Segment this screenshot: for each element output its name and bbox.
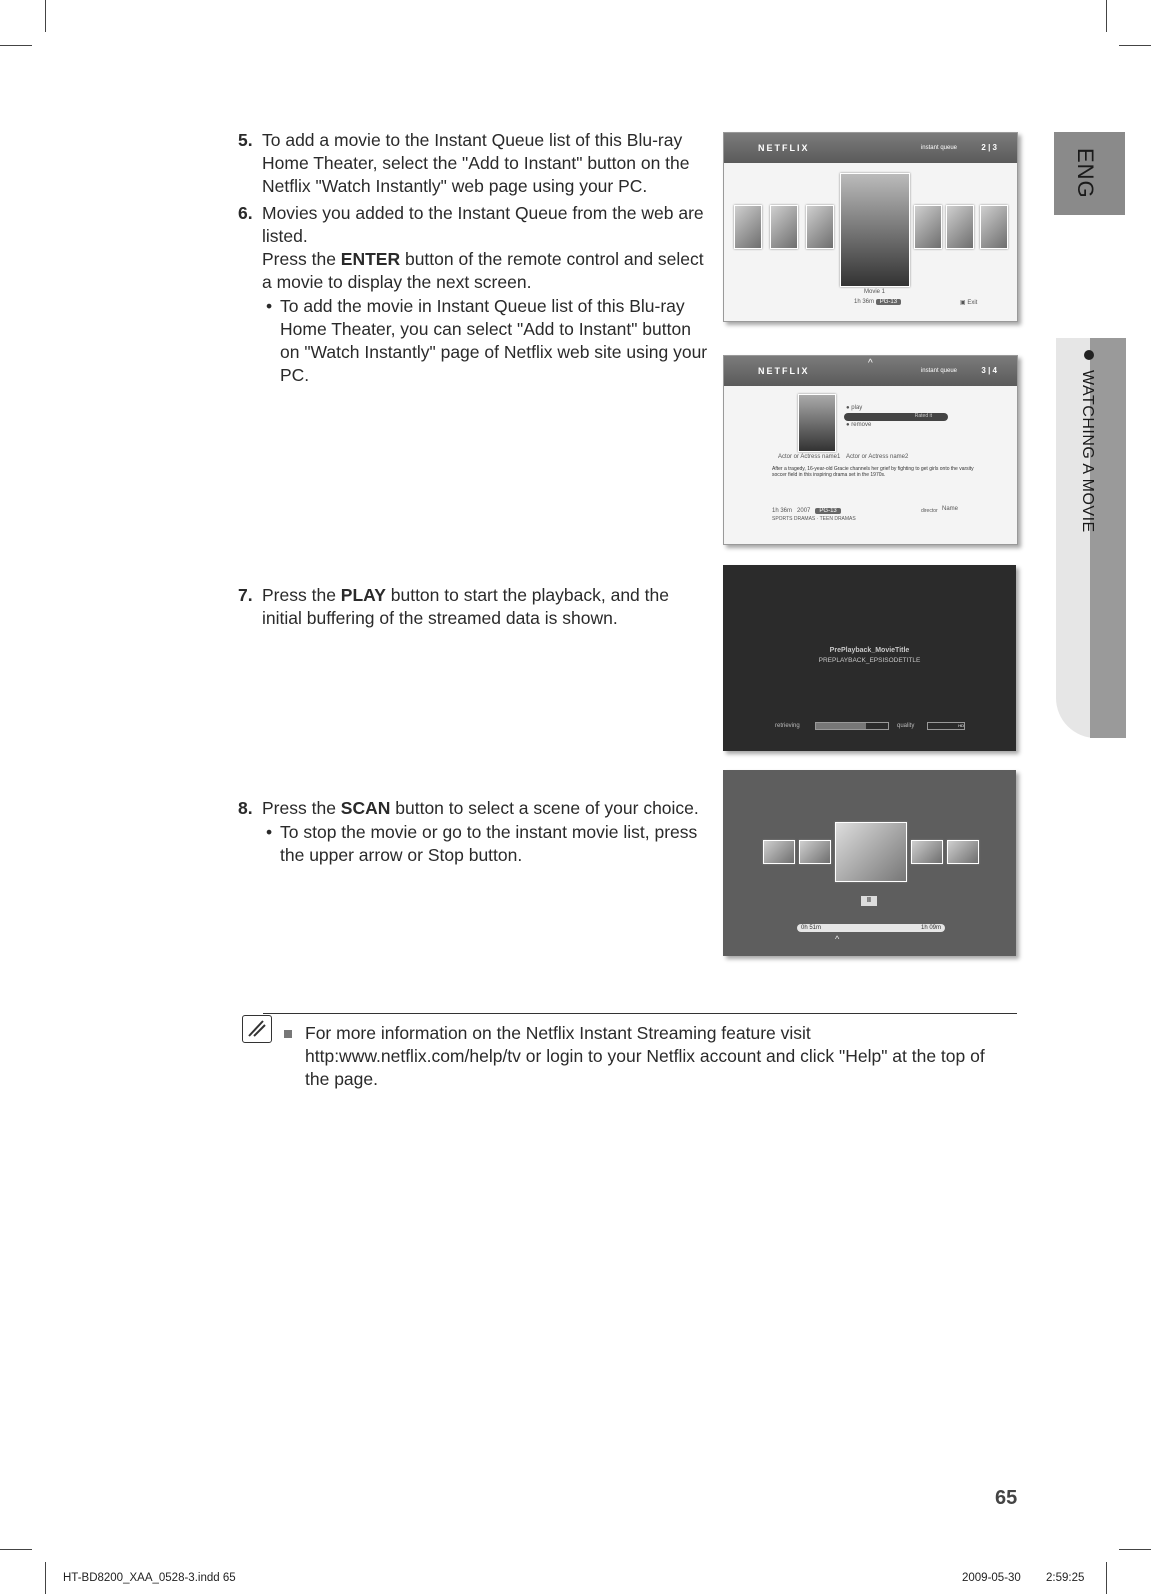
step-bullet: • To stop the movie or go to the instant movie list, press the upper arrow or Stop button.	[266, 822, 698, 865]
queue-count: 2 | 3	[981, 143, 997, 152]
queue-count: 3 | 4	[981, 366, 997, 375]
language-label: ENG	[1073, 148, 1098, 199]
key-name: PLAY	[340, 585, 386, 605]
rating-badge: PG-13	[815, 508, 840, 514]
quality-indicator	[927, 722, 965, 730]
screenshot-instant-queue	[723, 132, 1018, 322]
step-number: 7.	[238, 585, 253, 605]
key-name: ENTER	[340, 249, 401, 269]
step-number: 5.	[238, 130, 253, 150]
crop-mark	[45, 1562, 46, 1594]
movie-thumbnail	[946, 205, 974, 249]
pause-icon[interactable]: II	[861, 896, 877, 906]
section-label	[1078, 350, 1096, 533]
movie-thumbnail	[914, 205, 942, 249]
step-instruction: Press the ENTER button of the remote control and select a movie to display the next screen.	[262, 249, 704, 292]
queue-label: instant queue	[920, 368, 957, 374]
scene-thumbnail	[947, 840, 979, 864]
page-number: 65	[995, 1487, 1018, 1509]
movie-thumbnail	[806, 205, 834, 249]
footer-file: HT-BD8200_XAA_0528-3.indd 65	[63, 1572, 236, 1584]
movie-title: Movie 1	[864, 289, 886, 295]
crop-mark	[45, 0, 46, 32]
scan-progress-bar[interactable]	[797, 924, 945, 932]
note-bullet-icon	[284, 1030, 292, 1038]
section-tab	[1056, 338, 1126, 738]
hd-badge: HD	[958, 723, 964, 728]
crop-mark	[0, 45, 32, 46]
director-label: director	[921, 508, 938, 514]
screenshot-scan	[723, 770, 1016, 956]
movie-poster	[798, 394, 836, 452]
step-5	[240, 129, 710, 198]
crop-mark	[1106, 1562, 1107, 1594]
section-title: WATCHING A MOVIE	[1079, 370, 1096, 533]
netflix-logo: NETFLIX	[758, 143, 810, 153]
step-7	[240, 584, 710, 630]
note-divider	[263, 1013, 1017, 1014]
step-instruction: Press the PLAY button to start the playback, and the initial buffering of the streamed data is shown.	[262, 585, 669, 628]
step-text: To add a movie to the Instant Queue list of this Blu-ray Home Theater, select the "Add to Instant" button on the Netflix "Watch Instantly" web page using your PC.	[262, 130, 690, 196]
actor-name: Actor or Actress name2	[846, 454, 909, 460]
scene-thumbnail	[911, 840, 943, 864]
movie-synopsis: After a tragedy, 16-year-old Gracie channels her grief by fighting to get girls onto the varsity soccer field in this inspiring drama set in the 1970s.	[772, 466, 974, 478]
crop-mark	[1106, 0, 1107, 32]
crop-mark	[0, 1549, 32, 1550]
language-tab	[1054, 132, 1125, 215]
movie-thumbnail	[734, 205, 762, 249]
key-name: SCAN	[340, 798, 391, 818]
queue-label: instant queue	[920, 145, 957, 151]
movie-thumbnail	[980, 205, 1008, 249]
elapsed-time: 0h 51m	[801, 925, 822, 931]
step-8	[240, 797, 710, 867]
total-time: 1h 09m	[920, 925, 941, 931]
step-6	[240, 202, 710, 387]
note-icon	[242, 1015, 272, 1043]
retrieving-label: retrieving	[775, 723, 800, 729]
bullet-circle-icon	[1084, 350, 1094, 360]
scene-thumbnail	[763, 840, 795, 864]
movie-meta: 1h 36m PG-13	[854, 299, 901, 305]
rated-label: Rated it	[914, 413, 932, 419]
screenshot-movie-detail	[723, 355, 1018, 545]
netflix-logo: NETFLIX	[758, 366, 810, 376]
scene-thumbnail	[799, 840, 831, 864]
step-bullet: • To add the movie in Instant Queue list of this Blu-ray Home Theater, you can select "Add to Instant" button on "Watch Instantly" page of Netflix web site using your PC.	[266, 296, 708, 385]
footer-time: 2:59:25	[1046, 1572, 1085, 1584]
playback-episode-title: PREPLAYBACK_EPSISODETITLE	[818, 657, 921, 664]
rating-badge: PG-13	[876, 299, 901, 305]
up-arrow-icon: ^	[868, 358, 873, 369]
step-text: Movies you added to the Instant Queue from the web are listed.	[262, 203, 704, 246]
rating-stars-bar[interactable]	[844, 413, 948, 421]
crop-mark	[1119, 1549, 1151, 1550]
step-instruction: Press the SCAN button to select a scene of your choice.	[262, 798, 699, 818]
step-number: 6.	[238, 203, 253, 223]
quality-label: quality	[897, 723, 915, 729]
note-text: For more information on the Netflix Instant Streaming feature visit http:www.netflix.com/help/tv or login to your Netflix account and click "Help" at the top of the page.	[305, 1023, 985, 1089]
buffering-progress-bar	[815, 722, 889, 730]
movie-meta: 1h 36m 2007 PG-13	[772, 508, 841, 514]
netflix-header	[724, 356, 1017, 386]
footer-date: 2009-05-30	[962, 1572, 1021, 1584]
screenshot-preplayback	[723, 565, 1016, 751]
step-number: 8.	[238, 798, 253, 818]
play-option[interactable]: ● play	[846, 405, 863, 411]
movie-thumbnail	[770, 205, 798, 249]
playback-movie-title: PrePlayback_MovieTitle	[829, 647, 910, 654]
movie-poster-selected	[840, 173, 910, 287]
scene-thumbnail-selected	[835, 822, 907, 882]
remove-option[interactable]: ● remove	[846, 422, 872, 428]
exit-button[interactable]: ▣ Exit	[960, 300, 978, 306]
crop-mark	[1119, 45, 1151, 46]
netflix-header	[724, 133, 1017, 163]
movie-genres: SPORTS DRAMAS · TEEN DRAMAS	[772, 516, 856, 522]
actor-name: Actor or Actress name1	[778, 454, 841, 460]
director-name: Name	[942, 506, 959, 512]
up-arrow-icon: ^	[835, 934, 840, 944]
